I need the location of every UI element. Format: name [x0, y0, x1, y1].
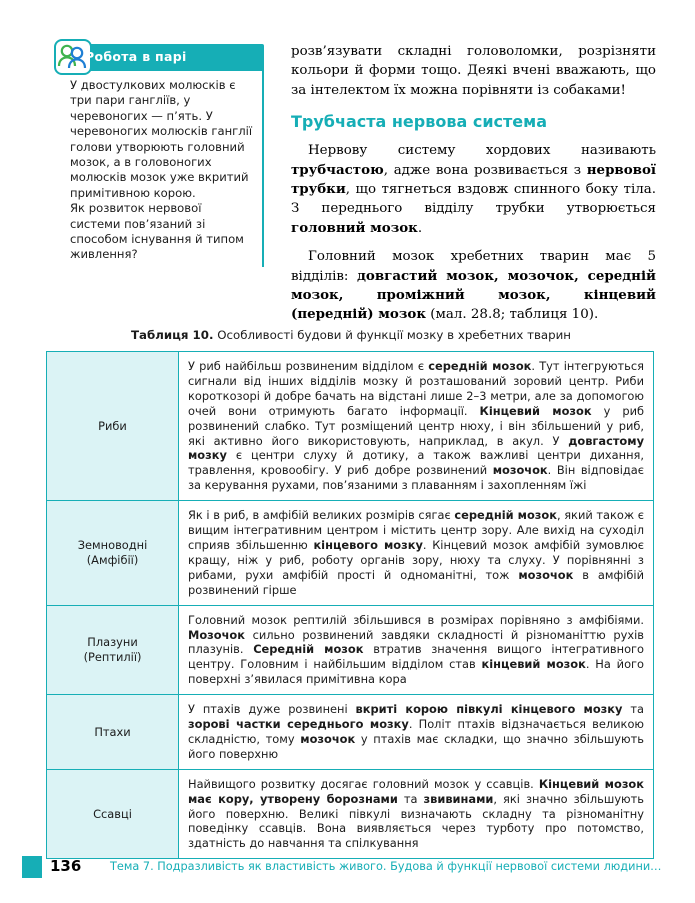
callout-header-bar	[64, 44, 264, 71]
table-cell-category: Птахи	[47, 695, 179, 770]
table-caption-label: Таблиця 10.	[130, 328, 214, 342]
section-heading: Трубчаста нервова система	[291, 112, 548, 132]
callout-paragraph-1: У двостулкових молюсків є три пари гангліїв, у черевоногих — п’ять. У черевоногих молюсків ганглії голови утворюють головний мозок, а в головоногих молюсків мозок уже вкритий примітивною корою.	[70, 78, 253, 200]
paragraph-brain-divisions: Головний мозок хребетних тварин має 5 відділів: довгастий мозок, мозочок, середній мозок, проміжний мозок, кінцевий (передній) мозок (мал. 28.8; таблиця 10).	[291, 249, 656, 323]
table-row	[47, 605, 654, 695]
paragraph-tubular-nervous-system: Нервову систему хордових називають трубчастою, адже вона розвивається з нервової трубки, що тягнеться вздовж спинного боку тіла. З переднього відділу трубки утворюється головний мозок.	[291, 143, 656, 236]
page-footer	[0, 853, 695, 883]
table-cell-category: Риби	[47, 352, 179, 501]
continued-paragraph: розв’язувати складні головоломки, розрізняти кольори й форми тощо. Деякі вчені вважають, що за інтелектом їх можна порівняти із собаками!	[291, 44, 656, 98]
table-body	[47, 352, 654, 859]
table-cell-description: У риб найбільш розвиненим відділом є середній мозок. Тут інтегруються сигнали від інших відділів мозку й розташований зоровий центр. Риби короткозорі й добре бачать на відстані лише 2–3 метри, але за допомогою очей вони отримують багато інформації. Кінцевий мозок у риб розвинений слабко. Тут розміщений центр нюху, і він збільшений у риб, які активно його використовують, наприклад, в акул. У довгастому мозку є центри слуху й дотику, а також важливі центри дихання, травлення, кровообігу. У риб добре розвинений мозочок. Він відповідає за керування рухами, пов’язаними з плаванням і захопленням їжі	[179, 352, 654, 501]
table-cell-description: Найвищого розвитку досягає головний мозок у ссавців. Кінцевий мозок має кору, утворену борознами та звивинами, які значно збільшують його поверхню. Великі півкулі визначають складну та різноманітну поведінку ссавців. Вона виявляється через турботу про потомство, здатність до навчання та спілкування	[179, 769, 654, 859]
table-cell-category: Земноводні (Амфібії)	[47, 501, 179, 605]
table-caption	[46, 328, 656, 343]
table-cell-category: Ссавці	[47, 769, 179, 859]
page-number: 136	[50, 857, 82, 875]
brain-features-table	[46, 351, 654, 859]
table-cell-description: Як і в риб, в амфібій великих розмірів сягає середній мозок, який також є вищим інтегративним центром і містить центр зору. Але вихід на суходіл сприяв збільшенню кінцевого мозку. Кінцевий мозок амфібій зумовлює кращу, ніж у риб, роботу органів зору, нюху та слуху. У порівнянні з рибами, рухи амфібій прості й одноманітні, тож мозочок в амфібій розвинений гірше	[179, 501, 654, 605]
table-row	[47, 352, 654, 501]
table-row	[47, 769, 654, 859]
top-two-column-area	[0, 0, 695, 323]
table-caption-text: Особливості будови й функції мозку в хребетних тварин	[213, 328, 572, 342]
running-head: Тема 7. Подразливість як властивість живого. Будова й функції нервової системи людини…	[110, 860, 662, 873]
callout-paragraph-2: Як розвиток нервової системи пов’язаний зі способом існування й типом живлення?	[70, 201, 244, 262]
table-cell-category: Плазуни (Рептилії)	[47, 605, 179, 695]
callout-body	[64, 71, 264, 267]
table-row	[47, 501, 654, 605]
table-cell-description: Головний мозок рептилій збільшився в розмірах порівняно з амфібіями. Мозочок сильно розвинений завдяки складності й різноманіттю рухів плазунів. Середній мозок втратив значення вищого інтегративного центру. Головним і найбільшим відділом став кінцевий мозок. На його поверхні з’явилася примітивна кора	[179, 605, 654, 695]
callout-title: Робота в парі	[85, 49, 187, 64]
footer-accent-swatch	[22, 856, 42, 878]
table-cell-description: У птахів дуже розвинені вкриті корою півкулі кінцевого мозку та зорові частки середнього мозку. Політ птахів відзначається великою складністю, тому мозочок у птахів має складки, що значно збільшують його поверхню	[179, 695, 654, 770]
table-row	[47, 695, 654, 770]
main-text-column	[291, 42, 656, 334]
work-in-pairs-callout	[46, 44, 264, 267]
